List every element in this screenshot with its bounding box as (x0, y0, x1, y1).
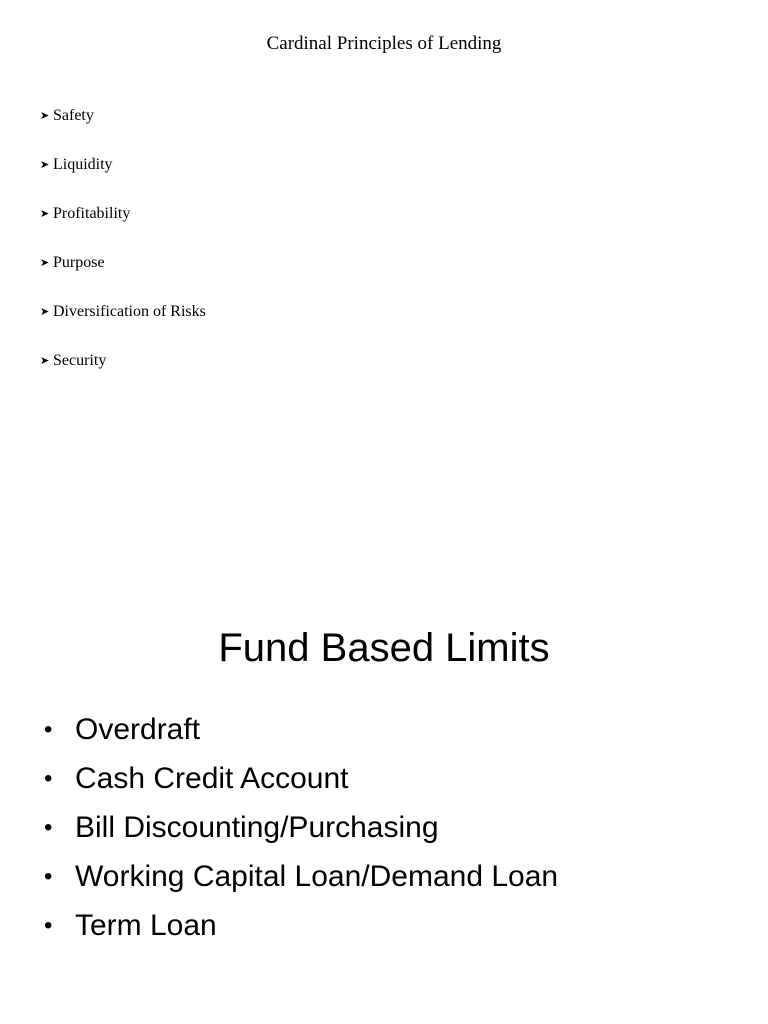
principles-list (40, 105, 206, 399)
list-item (44, 710, 558, 759)
list-item-label: Security (53, 352, 107, 369)
list-item (40, 252, 206, 301)
list-item (44, 808, 558, 857)
list-item-label: Safety (53, 107, 94, 124)
slide-title: Fund Based Limits (218, 626, 550, 670)
list-item-label: Overdraft (75, 713, 201, 746)
list-item-label: Bill Discounting/Purchasing (75, 811, 439, 844)
arrowhead-bullet-icon: ➤ (40, 354, 50, 367)
list-item (40, 203, 206, 252)
list-item (44, 759, 558, 808)
dot-bullet-icon: • (44, 765, 53, 792)
list-item-label: Purpose (53, 254, 105, 271)
arrowhead-bullet-icon: ➤ (40, 256, 50, 269)
list-item-label: Diversification of Risks (53, 303, 206, 320)
dot-bullet-icon: • (44, 716, 53, 743)
list-item-label: Working Capital Loan/Demand Loan (75, 860, 559, 893)
list-item (40, 350, 206, 399)
list-item-label: Cash Credit Account (75, 762, 349, 795)
list-item-label: Liquidity (53, 156, 113, 173)
dot-bullet-icon: • (44, 912, 53, 939)
limits-list (44, 710, 558, 955)
arrowhead-bullet-icon: ➤ (40, 109, 50, 122)
slide-fund-based-limits (0, 588, 768, 1024)
list-item (44, 906, 558, 955)
list-item (40, 105, 206, 154)
dot-bullet-icon: • (44, 814, 53, 841)
list-item-label: Term Loan (75, 909, 217, 942)
list-item (44, 857, 558, 906)
list-item-label: Profitability (53, 205, 131, 222)
list-item (40, 154, 206, 203)
list-item (40, 301, 206, 350)
arrowhead-bullet-icon: ➤ (40, 207, 50, 220)
dot-bullet-icon: • (44, 863, 53, 890)
arrowhead-bullet-icon: ➤ (40, 305, 50, 318)
slide-title: Cardinal Principles of Lending (266, 33, 502, 54)
arrowhead-bullet-icon: ➤ (40, 158, 50, 171)
